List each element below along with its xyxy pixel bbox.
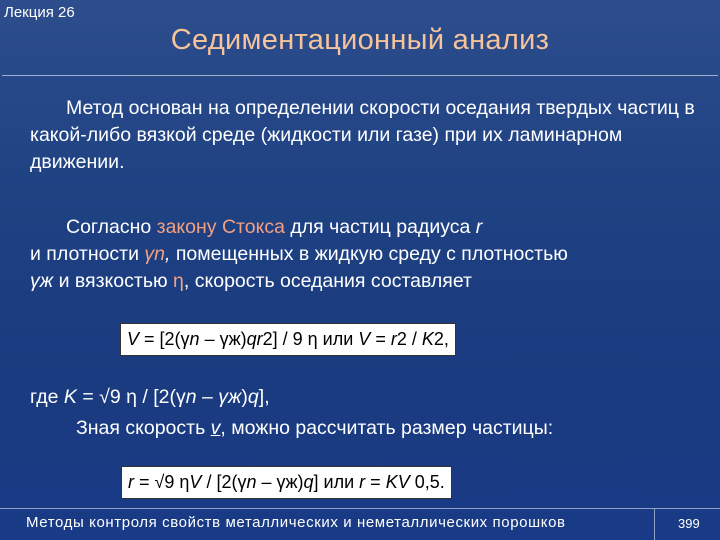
knowing-b: , можно рассчитать размер частицы: [220,417,554,439]
stokes-law-link[interactable]: закону Стокса [156,216,285,238]
stokes-paragraph [30,214,700,295]
method-paragraph [30,95,700,176]
formula1-part-d: = [370,329,391,349]
stokes-mid2: помещенных в жидкую среду с плотностью [170,243,568,265]
where-d: ) [241,386,248,408]
formula2-n: n [246,472,257,492]
knowing-velocity-line [76,415,553,442]
where-e: ], [258,386,270,408]
formula2-r2: r [359,472,366,492]
formula1-v2: V [358,329,371,349]
density-particle-symbol: γn [144,243,166,265]
footer-divider [0,508,720,509]
formula1-part-c: 2] / 9 η или [262,329,359,349]
formula2-part-e: = [365,472,386,492]
where-c: – [196,386,219,408]
stokes-end: , скорость оседания составляет [183,270,472,292]
lecture-label: Лекция 26 [4,4,75,21]
size-formula [121,466,452,499]
page-number-divider [654,508,655,540]
footer-text: Методы контроля свойств металлических и неметаллических порошков [26,514,566,531]
stokes-mid3: и вязкостью [53,270,174,292]
density-comma: , [165,243,171,265]
k-definition [30,384,270,411]
formula1-part-b: – γж) [199,329,247,349]
where-gz: γж [218,386,242,408]
formula2-part-c: – γж) [256,472,304,492]
formula1-part-a: = [2(γ [139,329,190,349]
formula2-r: r [128,472,134,492]
where-k: K [63,386,77,408]
density-medium-symbol: γж [30,270,54,292]
page-number: 399 [678,516,700,531]
formula1-k: K [421,329,434,349]
radius-symbol: r [475,216,483,238]
where-q: q [247,386,259,408]
formula1-r: r [390,329,397,349]
stokes-mid1: для частиц радиуса [284,216,476,238]
viscosity-symbol: η [173,270,184,292]
formula1-qr: qr [246,329,263,349]
velocity-formula [120,323,456,356]
where-a: где [30,386,64,408]
formula2-part-b: / [2(γ [201,472,247,492]
formula2-part-a: = √9 η [134,472,190,492]
knowing-v: v [210,417,221,439]
formula2-v: V [189,472,202,492]
formula2-part-f: 0,5. [409,472,445,492]
formula1-n: n [189,329,200,349]
formula2-q: q [303,472,314,492]
formula1-part-e: 2 / [396,329,422,349]
method-text: Метод основан на определении скорости оседания твердых частиц в какой-либо вязкой среде (жидкости или газе) при их ламинарном движении. [30,97,695,173]
formula2-part-d: ] или [313,472,360,492]
title-divider [2,75,718,76]
stokes-prefix: Согласно [66,216,157,238]
knowing-a: Зная скорость [76,417,211,439]
stokes-line2-start: и плотности [30,243,145,265]
formula2-kv: KV [385,472,410,492]
formula1-part-f: 2, [433,329,449,349]
slide-title: Седиментационный анализ [170,24,550,56]
where-b: = √9 η / [2(γ [76,386,186,408]
formula1-v: V [127,329,140,349]
where-n: n [185,386,197,408]
